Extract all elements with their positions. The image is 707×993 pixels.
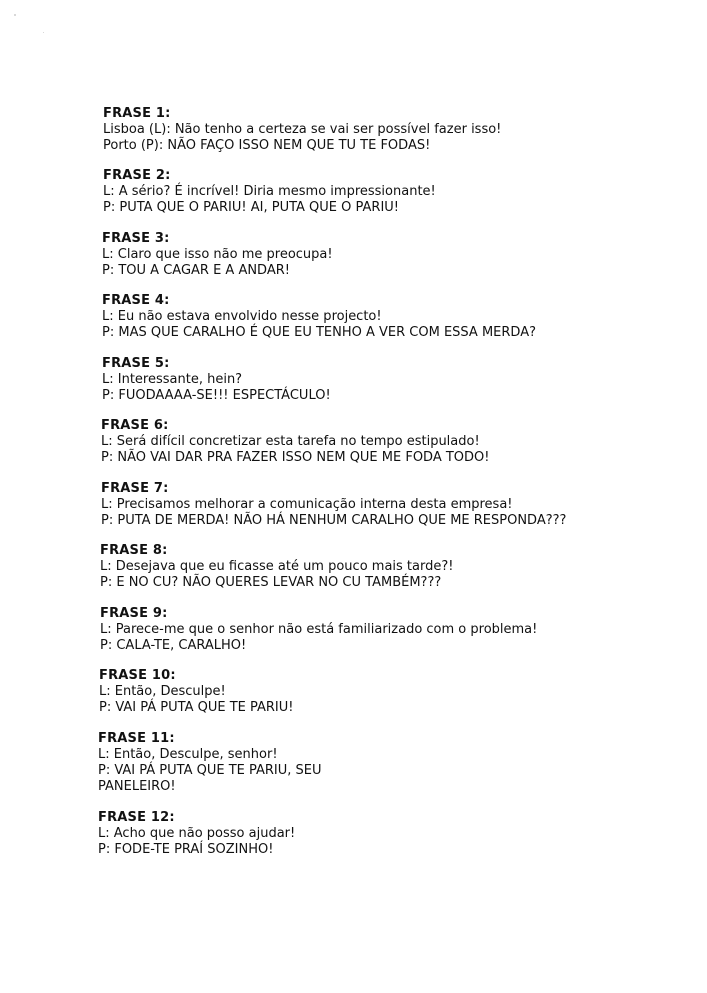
frase-heading: FRASE 8: [100,543,168,558]
frase-line-porto: P: VAI PÁ PUTA QUE TE PARIU! [99,700,294,715]
frase-heading: FRASE 9: [100,606,168,621]
frase-block-2 [103,168,703,216]
frase-line-porto: P: PUTA QUE O PARIU! AI, PUTA QUE O PARIU! [103,200,400,215]
frase-line-lisboa: L: Precisamos melhorar a comunicação interna desta empresa! [101,497,513,512]
frase-line-porto: P: TOU A CAGAR E A ANDAR! [102,263,290,278]
frase-block-7 [101,481,701,529]
frase-heading: FRASE 3: [102,231,170,246]
frase-line-porto: P: NÃO VAI DAR PRA FAZER ISSO NEM QUE ME FODA TODO! [101,450,490,465]
frase-block-6 [101,418,701,466]
frase-heading: FRASE 10: [99,668,176,683]
frase-line-porto-continued: PANELEIRO! [98,779,176,794]
frase-line-porto: P: CALA-TE, CARALHO! [100,638,247,653]
frase-line-lisboa: L: Será difícil concretizar esta tarefa no tempo estipulado! [101,434,480,449]
frase-line-porto: P: FODE-TE PRAÍ SOZINHO! [98,842,274,857]
frase-line-porto: P: FUODAAAA-SE!!! ESPECTÁCULO! [102,388,331,403]
frase-line-lisboa: L: Desejava que eu ficasse até um pouco mais tarde?! [100,559,454,574]
frase-heading: FRASE 1: [103,106,171,121]
frase-line-lisboa: L: A sério? É incrível! Diria mesmo impressionante! [103,184,436,199]
frase-line-lisboa: L: Claro que isso não me preocupa! [102,247,333,262]
frase-line-lisboa: L: Interessante, hein? [102,372,243,387]
frase-line-porto: Porto (P): NÃO FAÇO ISSO NEM QUE TU TE FODAS! [103,138,431,153]
frase-block-10 [99,668,699,716]
frase-block-3 [102,231,702,279]
frase-heading: FRASE 7: [101,481,169,496]
frase-line-porto: P: MAS QUE CARALHO É QUE EU TENHO A VER COM ESSA MERDA? [102,325,536,340]
frase-line-porto: P: PUTA DE MERDA! NÃO HÁ NENHUM CARALHO QUE ME RESPONDA??? [101,513,567,528]
frase-block-12 [98,810,698,858]
frase-block-9 [100,606,700,654]
frase-line-lisboa: L: Então, Desculpe! [99,684,226,699]
frase-block-4 [102,293,702,341]
frase-block-11 [98,731,698,795]
scan-speck [14,14,16,16]
frase-line-lisboa: L: Parece-me que o senhor não está familiarizado com o problema! [100,622,538,637]
frase-heading: FRASE 12: [98,810,175,825]
frase-heading: FRASE 2: [103,168,171,183]
frase-block-1 [103,106,703,154]
frase-line-lisboa: Lisboa (L): Não tenho a certeza se vai ser possível fazer isso! [103,122,502,137]
scan-speck [43,32,44,33]
frase-heading: FRASE 5: [102,356,170,371]
frase-line-porto: P: E NO CU? NÃO QUERES LEVAR NO CU TAMBÉM??? [100,575,442,590]
frase-heading: FRASE 11: [98,731,175,746]
frase-heading: FRASE 4: [102,293,170,308]
frase-block-8 [100,543,700,591]
frase-block-5 [102,356,702,404]
frase-line-lisboa: L: Então, Desculpe, senhor! [98,747,278,762]
frase-line-lisboa: L: Eu não estava envolvido nesse projecto! [102,309,382,324]
frase-line-lisboa: L: Acho que não posso ajudar! [98,826,296,841]
frase-heading: FRASE 6: [101,418,169,433]
frase-line-porto: P: VAI PÁ PUTA QUE TE PARIU, SEU [98,763,322,778]
